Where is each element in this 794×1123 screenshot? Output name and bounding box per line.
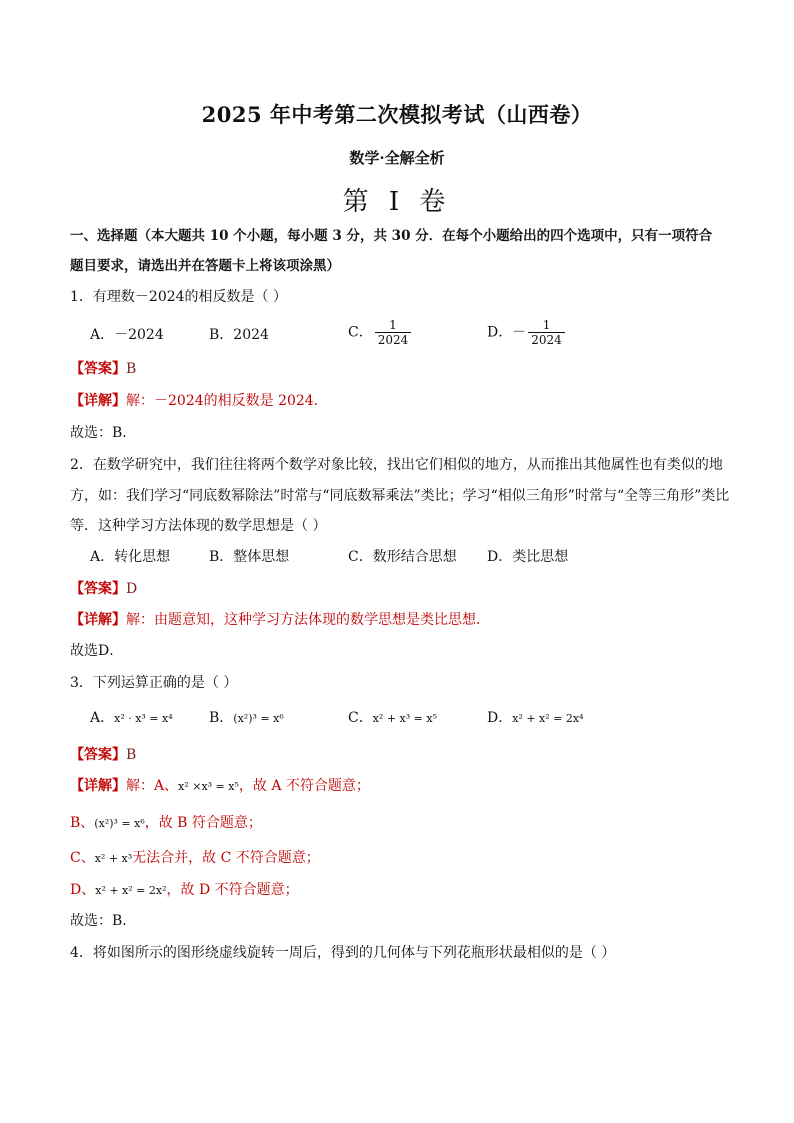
q1-answer-tag: 【答案】 — [70, 361, 126, 377]
q3-detail-b-suffix: ，故 B 符合题意； — [144, 815, 262, 831]
q1-option-d — [487, 318, 567, 347]
q1-options — [90, 318, 710, 358]
q1-detail — [70, 391, 328, 411]
q2-detail-text: 解：由题意知，这种学习方法体现的数学思想是类比思想． — [126, 612, 490, 628]
q3-option-b-label: B． — [209, 710, 234, 726]
q1-option-b: B．2024 — [209, 327, 269, 343]
q4-stem: 4．将如图所示的图形绕虚线旋转一周后，得到的几何体与下列花瓶形状最相似的是（ ） — [70, 945, 616, 961]
q2-detail-tag: 【详解】 — [70, 612, 126, 628]
q3-option-a-label: A． — [90, 710, 115, 726]
q3-detail-d — [70, 880, 299, 901]
q3-detail-a — [70, 776, 370, 797]
q1-option-d-den: 2024 — [528, 332, 565, 347]
q3-stem: 3．下列运算正确的是（ ） — [70, 675, 238, 691]
q3-detail-c — [70, 848, 320, 869]
q3-detail-d-prefix: D、 — [70, 882, 96, 898]
q3-detail-b-prefix: B、 — [70, 815, 95, 831]
section-intro-line-1: 一、选择题（本大题共 10 个小题，每小题 3 分，共 30 分．在每个小题给出的四个选项中，只有一项符合 — [70, 228, 713, 244]
q3-answer-tag: 【答案】 — [70, 747, 126, 763]
q2-option-b: B．整体思想 — [209, 549, 290, 565]
q1-option-d-fraction — [528, 318, 565, 347]
q1-option-a: A．－2024 — [90, 327, 164, 343]
q3-detail-a-math: x² ×x³ = x⁵ — [178, 780, 239, 793]
q1-option-c — [348, 318, 413, 347]
q3-detail-c-suffix: 无法合并，故 C 不符合题意； — [132, 850, 320, 866]
q1-answer-value: B — [126, 361, 137, 377]
q2-stem-line-1: 2．在数学研究中，我们往往将两个数学对象比较，找出它们相似的地方，从而推出其他属性也有类似的地 — [70, 457, 723, 473]
q2-detail — [70, 610, 490, 630]
q2-stem-line-2: 方，如：我们学习“同底数幂除法”时常与“同底数幂乘法”类比；学习“相似三角形”时常与“全等三角形”类比 — [70, 488, 730, 504]
q3-option-a — [90, 708, 173, 729]
q3-option-d — [487, 708, 584, 729]
q3-option-d-label: D． — [487, 710, 513, 726]
q3-detail-d-math: x² + x² = 2x² — [95, 884, 167, 897]
q3-detail-b — [70, 813, 262, 834]
q1-option-c-den: 2024 — [375, 332, 412, 347]
q1-detail-tag: 【详解】 — [70, 393, 126, 409]
q2-answer-tag: 【答案】 — [70, 581, 126, 597]
q3-option-c — [348, 708, 437, 729]
q1-option-c-fraction — [375, 318, 412, 347]
q3-option-b-math: (x²)³ = x⁶ — [233, 712, 284, 725]
q3-conclusion: 故选：B． — [70, 913, 137, 929]
q3-option-b — [209, 708, 284, 729]
q2-option-d: D．类比思想 — [487, 549, 569, 565]
q1-option-c-num: 1 — [389, 318, 397, 332]
q1-stem: 1．有理数－2024的相反数是（ ） — [70, 289, 287, 305]
q2-stem-line-3: 等．这种学习方法体现的数学思想是（ ） — [70, 518, 327, 534]
q3-detail-c-prefix: C、 — [70, 850, 95, 866]
q1-option-d-label: D．－ — [487, 324, 527, 341]
q3-detail-d-suffix: ，故 D 不符合题意； — [166, 882, 299, 898]
q3-detail-b-math: (x²)³ = x⁶ — [94, 817, 145, 830]
q2-option-c: C．数形结合思想 — [348, 549, 457, 565]
q3-detail-tag: 【详解】 — [70, 778, 126, 794]
q3-options — [90, 708, 710, 730]
volume-heading: 第 I 卷 — [342, 187, 452, 217]
q1-detail-text: 解：－2024的相反数是 2024． — [126, 393, 328, 409]
q2-options — [90, 547, 710, 569]
q3-answer-value: B — [126, 747, 137, 763]
q3-option-c-math: x² + x³ = x⁵ — [372, 712, 437, 725]
q1-answer — [70, 359, 136, 379]
exam-title: 2025 年中考第二次模拟考试（山西卷） — [201, 102, 593, 127]
q3-option-a-math: x² · x³ = x⁴ — [114, 712, 173, 725]
q2-option-a: A．转化思想 — [90, 549, 171, 565]
q3-option-c-label: C． — [348, 710, 373, 726]
q1-option-d-num: 1 — [542, 318, 551, 332]
q1-option-c-label: C． — [348, 324, 373, 341]
section-intro-line-2: 题目要求，请选出并在答题卡上将该项涂黑） — [70, 258, 340, 274]
exam-subtitle: 数学·全解全析 — [349, 149, 445, 167]
q3-detail-c-math: x² + x³ — [94, 852, 133, 865]
q3-detail-a-suffix: ，故 A 不符合题意； — [238, 778, 370, 794]
q3-answer — [70, 745, 136, 765]
q2-answer-value: D — [126, 581, 138, 597]
q1-conclusion: 故选：B． — [70, 425, 137, 441]
q3-detail-a-prefix: 解：A、 — [126, 778, 179, 794]
q2-conclusion: 故选D． — [70, 643, 124, 659]
q3-option-d-math: x² + x² = 2x⁴ — [512, 712, 584, 725]
q2-answer — [70, 579, 137, 599]
